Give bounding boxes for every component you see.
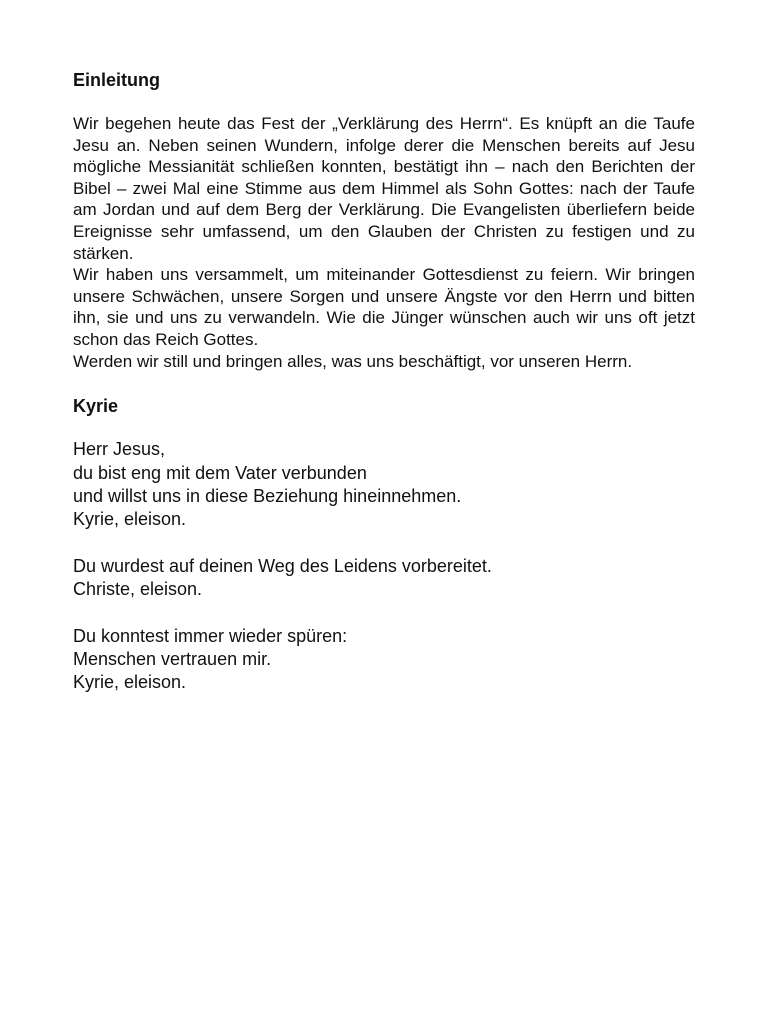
kyrie-line: du bist eng mit dem Vater verbunden bbox=[73, 462, 367, 483]
intro-paragraph: Werden wir still und bringen alles, was uns beschäftigt, vor unseren Herrn. bbox=[73, 351, 633, 371]
intro-text bbox=[73, 113, 695, 372]
kyrie-stanza bbox=[73, 555, 695, 602]
intro-paragraph: Wir haben uns versammelt, um miteinander Gottesdienst zu feiern. Wir bringen unsere Schwächen, unsere Sorgen und unsere Ängste vor den Herrn und bitten ihn, sie und uns zu verwandeln. Wie die Jünger wünschen auch wir uns oft jetzt schon das Reich Gottes. bbox=[73, 265, 695, 349]
kyrie-line: Menschen vertrauen mir. bbox=[73, 648, 272, 669]
kyrie-stanza bbox=[73, 438, 695, 532]
kyrie-stanza bbox=[73, 625, 695, 695]
intro-heading: Einleitung bbox=[73, 70, 160, 90]
kyrie-line: Herr Jesus, bbox=[73, 439, 166, 460]
kyrie-line: Du wurdest auf deinen Weg des Leidens vorbereitet. bbox=[73, 555, 492, 576]
kyrie-response: Christe, eleison. bbox=[73, 579, 203, 600]
kyrie-response: Kyrie, eleison. bbox=[73, 672, 187, 693]
kyrie-heading: Kyrie bbox=[73, 396, 119, 417]
kyrie-line: und willst uns in diese Beziehung hineinnehmen. bbox=[73, 485, 462, 506]
kyrie-response: Kyrie, eleison. bbox=[73, 509, 187, 530]
document-page bbox=[73, 68, 695, 695]
kyrie-line: Du konntest immer wieder spüren: bbox=[73, 625, 348, 646]
intro-paragraph: Wir begehen heute das Fest der „Verklärung des Herrn“. Es knüpft an die Taufe Jesu an. Neben seinen Wundern, infolge derer die Menschen bereits auf Jesu mögliche Messianität schließen konnten, bestätigt ihn – nach den Berichten der Bibel – zwei Mal eine Stimme aus dem Himmel als Sohn Gottes: nach der Taufe am Jordan und auf dem Berg der Verklärung. Die Evangelisten überliefern beide Ereignisse sehr umfassend, um den Glauben der Christen zu festigen und zu stärken. bbox=[73, 114, 695, 263]
